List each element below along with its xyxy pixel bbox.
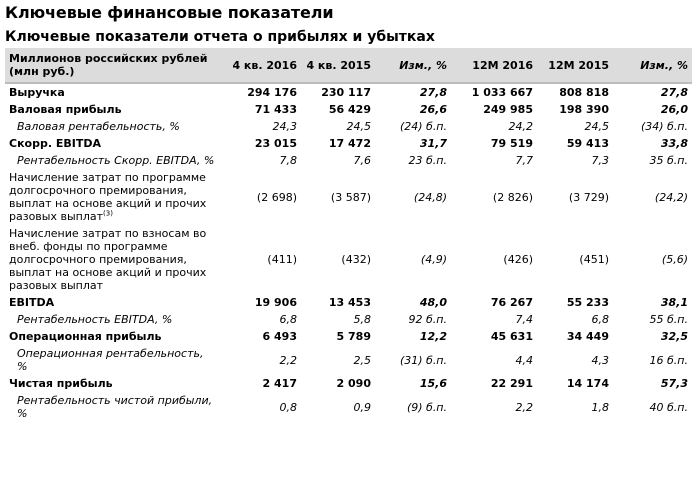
row-label xyxy=(5,345,219,375)
cell-change-year: 32,5 xyxy=(660,330,688,343)
cell-q4-2015: 5,8 xyxy=(353,313,371,326)
cell-change-quarter: 92 б.п. xyxy=(408,313,447,326)
table-row xyxy=(5,294,692,311)
cell-12m-2016: 249 985 xyxy=(483,103,533,116)
cell-12m-2016: 2,2 xyxy=(515,400,533,414)
cell-12m-2016: 45 631 xyxy=(490,330,533,343)
cell-q4-2015: 230 117 xyxy=(321,86,371,99)
cell-change-year: 16 б.п. xyxy=(649,353,688,367)
cell-change-quarter: 48,0 xyxy=(419,296,447,309)
row-label-text: Операционная прибыль xyxy=(9,330,162,343)
table-header-row xyxy=(5,48,692,83)
cell-12m-2015: 808 818 xyxy=(559,86,609,99)
cell-q4-2015: 7,6 xyxy=(353,154,371,167)
cell-12m-2015: 55 233 xyxy=(566,296,609,309)
row-label-text: Начисление затрат по программе долгосрочного премирования, выплат на основе акций и прочих разовых выплат xyxy=(9,171,207,223)
cell-q4-2016: 0,8 xyxy=(279,400,297,414)
cell-12m-2016: 4,4 xyxy=(515,353,533,367)
cell-12m-2016: (2 826) xyxy=(492,190,533,204)
table-row xyxy=(5,375,692,392)
row-label-text: Рентабельность EBITDA, % xyxy=(17,313,173,326)
cell-12m-2015: 14 174 xyxy=(566,377,609,390)
row-label-text: EBITDA xyxy=(9,296,55,309)
row-label-text: Рентабельность Скорр. EBITDA, % xyxy=(17,154,215,167)
row-label xyxy=(5,152,219,169)
cell-change-year: 33,8 xyxy=(660,137,688,150)
cell-change-year: 57,3 xyxy=(660,377,688,390)
table-row xyxy=(5,345,692,375)
cell-change-quarter: 15,6 xyxy=(419,377,447,390)
row-label-text: Операционная рентабельность, % xyxy=(17,347,204,373)
header-q4-2016: 4 кв. 2016 xyxy=(219,48,301,83)
cell-change-quarter: (24,8) xyxy=(413,190,447,204)
cell-q4-2016: (2 698) xyxy=(256,190,297,204)
row-label xyxy=(5,225,219,294)
cell-q4-2016: 24,3 xyxy=(272,120,297,133)
table-row xyxy=(5,392,692,422)
table-row xyxy=(5,118,692,135)
row-label xyxy=(5,83,219,101)
footnote-ref: (3) xyxy=(103,209,113,218)
row-label xyxy=(5,328,219,345)
cell-change-year: 38,1 xyxy=(660,296,688,309)
row-label xyxy=(5,392,219,422)
cell-change-quarter: (9) б.п. xyxy=(406,400,447,414)
cell-q4-2015: 24,5 xyxy=(346,120,371,133)
cell-q4-2015: 0,9 xyxy=(353,400,371,414)
cell-12m-2015: 34 449 xyxy=(566,330,609,343)
cell-q4-2016: 71 433 xyxy=(254,103,297,116)
cell-change-year: 55 б.п. xyxy=(649,313,688,326)
cell-12m-2015: 24,5 xyxy=(584,120,609,133)
row-label-text: Выручка xyxy=(9,86,65,99)
cell-change-quarter: 27,8 xyxy=(419,86,447,99)
cell-12m-2015: 7,3 xyxy=(591,154,609,167)
row-label xyxy=(5,311,219,328)
cell-12m-2016: 79 519 xyxy=(490,137,533,150)
cell-q4-2015: (432) xyxy=(341,253,371,266)
cell-q4-2016: 7,8 xyxy=(279,154,297,167)
page-title: Ключевые финансовые показатели xyxy=(5,3,334,22)
table-row xyxy=(5,101,692,118)
cell-12m-2016: 1 033 667 xyxy=(471,86,533,99)
cell-change-year: (5,6) xyxy=(661,253,688,266)
table-row xyxy=(5,152,692,169)
cell-change-year: (34) б.п. xyxy=(640,120,688,133)
header-change-year: Изм., % xyxy=(613,48,692,83)
table-row xyxy=(5,225,692,294)
header-units: Миллионов российских рублей (млн руб.) xyxy=(5,48,219,83)
cell-12m-2016: (426) xyxy=(503,253,533,266)
header-change-quarter: Изм., % xyxy=(375,48,451,83)
table-title: Ключевые показатели отчета о прибылях и убытках xyxy=(5,29,435,45)
cell-12m-2015: 4,3 xyxy=(591,353,609,367)
cell-change-year: 27,8 xyxy=(660,86,688,99)
row-label-text: Валовая прибыль xyxy=(9,103,122,116)
cell-12m-2015: 198 390 xyxy=(559,103,609,116)
cell-12m-2015: 6,8 xyxy=(591,313,609,326)
cell-12m-2015: 59 413 xyxy=(566,137,609,150)
cell-12m-2016: 22 291 xyxy=(490,377,533,390)
cell-q4-2015: 13 453 xyxy=(328,296,371,309)
cell-q4-2016: 6,8 xyxy=(279,313,297,326)
pnl-table xyxy=(5,48,692,422)
row-label xyxy=(5,294,219,311)
cell-12m-2016: 24,2 xyxy=(508,120,533,133)
cell-12m-2015: (451) xyxy=(579,253,609,266)
cell-change-year: 35 б.п. xyxy=(649,154,688,167)
row-label xyxy=(5,135,219,152)
table-row xyxy=(5,311,692,328)
cell-q4-2015: (3 587) xyxy=(330,190,371,204)
cell-q4-2015: 2,5 xyxy=(353,353,371,367)
header-12m-2015: 12M 2015 xyxy=(537,48,613,83)
cell-q4-2016: 294 176 xyxy=(247,86,297,99)
cell-q4-2016: (411) xyxy=(267,253,297,266)
row-label-text: Рентабельность чистой прибыли, % xyxy=(17,394,213,420)
row-label-text: Скорр. EBITDA xyxy=(9,137,101,150)
cell-change-quarter: (4,9) xyxy=(420,253,447,266)
cell-12m-2016: 7,7 xyxy=(515,154,533,167)
cell-q4-2016: 19 906 xyxy=(254,296,297,309)
row-label xyxy=(5,101,219,118)
table-row xyxy=(5,169,692,225)
row-label xyxy=(5,118,219,135)
cell-change-quarter: (24) б.п. xyxy=(399,120,447,133)
cell-change-quarter: 23 б.п. xyxy=(408,154,447,167)
row-label xyxy=(5,375,219,392)
cell-12m-2016: 76 267 xyxy=(490,296,533,309)
cell-q4-2015: 2 090 xyxy=(336,377,371,390)
cell-q4-2016: 23 015 xyxy=(254,137,297,150)
table-row xyxy=(5,328,692,345)
table-row xyxy=(5,83,692,101)
row-label xyxy=(5,169,219,225)
cell-12m-2016: 7,4 xyxy=(515,313,533,326)
row-label-text: Валовая рентабельность, % xyxy=(17,120,180,133)
cell-12m-2015: 1,8 xyxy=(591,400,609,414)
header-q4-2015: 4 кв. 2015 xyxy=(301,48,375,83)
cell-change-year: 26,0 xyxy=(660,103,688,116)
cell-q4-2016: 6 493 xyxy=(262,330,297,343)
cell-q4-2016: 2,2 xyxy=(279,353,297,367)
row-label-text: Начисление затрат по взносам во внеб. фонды по программе долгосрочного премирования, выплат на основе акций и прочих разовых выплат xyxy=(9,227,207,292)
cell-change-quarter: 31,7 xyxy=(419,137,447,150)
cell-q4-2015: 17 472 xyxy=(328,137,371,150)
cell-q4-2016: 2 417 xyxy=(262,377,297,390)
cell-q4-2015: 5 789 xyxy=(336,330,371,343)
cell-change-year: (24,2) xyxy=(654,190,688,204)
cell-12m-2015: (3 729) xyxy=(568,190,609,204)
header-12m-2016: 12M 2016 xyxy=(451,48,537,83)
cell-q4-2015: 56 429 xyxy=(328,103,371,116)
table-row xyxy=(5,135,692,152)
cell-change-quarter: 26,6 xyxy=(419,103,447,116)
cell-change-quarter: 12,2 xyxy=(419,330,447,343)
cell-change-quarter: (31) б.п. xyxy=(399,353,447,367)
row-label-text: Чистая прибыль xyxy=(9,377,113,390)
cell-change-year: 40 б.п. xyxy=(649,400,688,414)
